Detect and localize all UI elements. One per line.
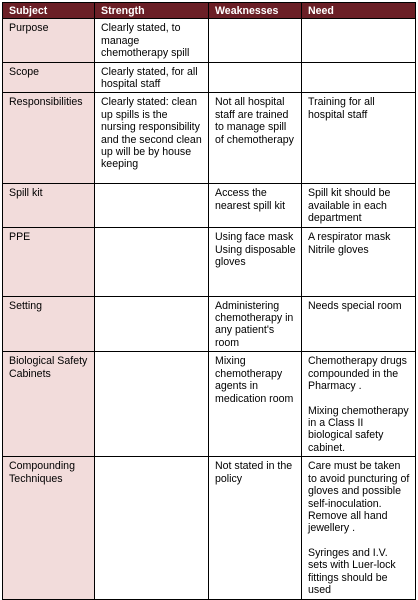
need-text: Care must be taken to avoid puncturing of gloves and possible self-inoculation. Remove all hand jewellery . xyxy=(308,460,410,535)
weakness-cell: Administering chemotherapy in any patient's room xyxy=(209,296,302,352)
subject-cell: Compounding Techniques xyxy=(3,457,95,600)
weakness-cell xyxy=(209,227,302,296)
strength-cell xyxy=(95,227,209,296)
need-cell: Spill kit should be available in each department xyxy=(302,184,416,227)
subject-cell: Spill kit xyxy=(3,184,95,227)
weakness-cell: Not all hospital staff are trained to manage spill of chemotherapy xyxy=(209,93,302,184)
strength-cell xyxy=(95,352,209,457)
table-row xyxy=(3,62,416,93)
strength-cell: Clearly stated: clean up spills is the nursing responsibility and the second clean up will be by house keeping xyxy=(95,93,209,184)
table-row xyxy=(3,227,416,296)
need-cell: Needs special room xyxy=(302,296,416,352)
header-strength: Strength xyxy=(95,3,209,19)
weakness-cell xyxy=(209,19,302,62)
need-text: Mixing chemotherapy in a Class II biological safety cabinet. xyxy=(308,404,409,454)
weakness-cell: Access the nearest spill kit xyxy=(209,184,302,227)
weakness-cell: Mixing chemotherapy agents in medication room xyxy=(209,352,302,457)
header-row xyxy=(3,3,416,19)
subject-cell: Biological Safety Cabinets xyxy=(3,352,95,457)
table-row xyxy=(3,184,416,227)
strength-cell xyxy=(95,457,209,600)
strength-cell: Clearly stated, to manage chemotherapy spill xyxy=(95,19,209,62)
need-cell xyxy=(302,62,416,93)
need-text: Chemotherapy drugs compounded in the Pharmacy . xyxy=(308,355,407,393)
subject-cell: Setting xyxy=(3,296,95,352)
strength-cell: Clearly stated, for all hospital staff xyxy=(95,62,209,93)
weakness-text: Using face mask xyxy=(215,230,294,243)
weakness-cell: Not stated in the policy xyxy=(209,457,302,600)
need-text: Nitrile gloves xyxy=(308,244,369,257)
table-row xyxy=(3,457,416,600)
need-cell xyxy=(302,457,416,600)
header-need: Need xyxy=(302,3,416,19)
policy-review-table xyxy=(2,2,416,600)
need-cell xyxy=(302,227,416,296)
table-row xyxy=(3,296,416,352)
table-row xyxy=(3,93,416,184)
need-text: A respirator mask xyxy=(308,230,391,243)
table-row xyxy=(3,352,416,457)
subject-cell: Purpose xyxy=(3,19,95,62)
subject-cell: PPE xyxy=(3,227,95,296)
need-cell xyxy=(302,19,416,62)
subject-cell: Responsibilities xyxy=(3,93,95,184)
need-text: Syringes and I.V. sets with Luer-lock fittings should be used xyxy=(308,546,396,596)
header-weaknesses: Weaknesses xyxy=(209,3,302,19)
strength-cell xyxy=(95,184,209,227)
strength-cell xyxy=(95,296,209,352)
need-cell xyxy=(302,352,416,457)
weakness-cell xyxy=(209,62,302,93)
weakness-text: Using disposable gloves xyxy=(215,244,296,269)
policy-table-container xyxy=(2,2,415,600)
need-cell: Training for all hospital staff xyxy=(302,93,416,184)
table-row xyxy=(3,19,416,62)
header-subject: Subject xyxy=(3,3,95,19)
subject-cell: Scope xyxy=(3,62,95,93)
